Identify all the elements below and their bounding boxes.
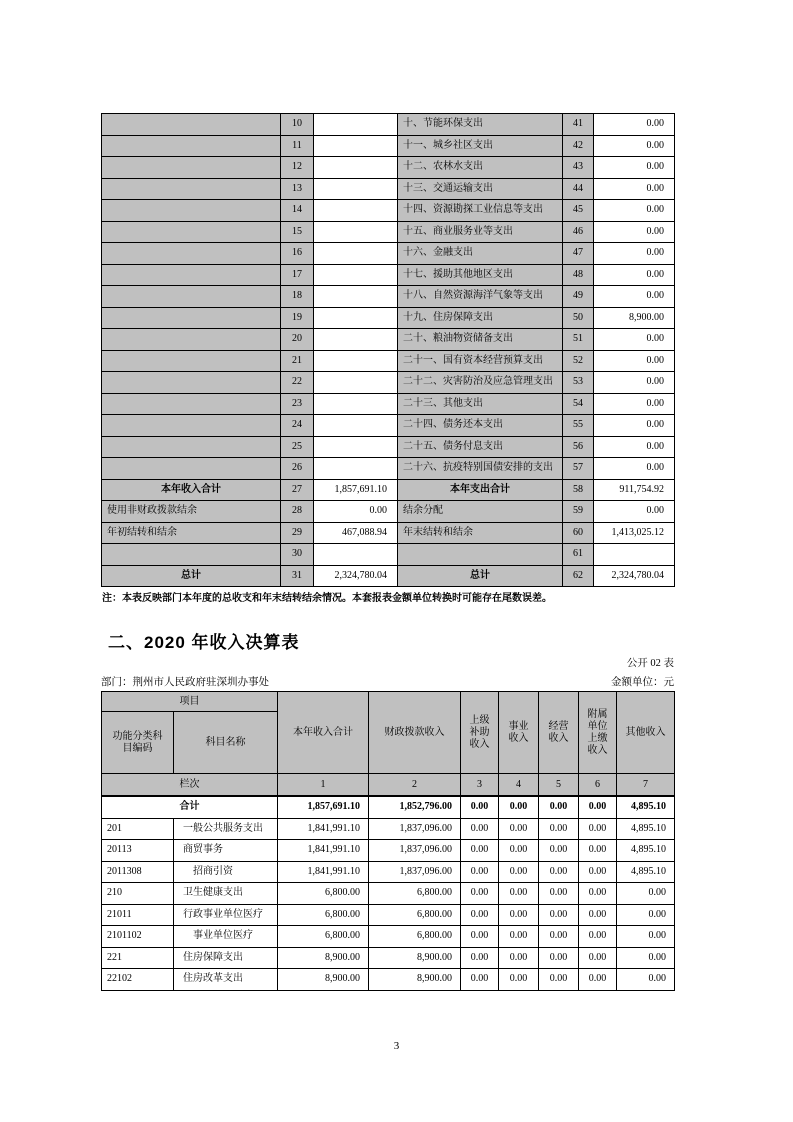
income-amount-cell-col7: 0.00 [617,926,675,948]
subject-name-cell: 卫生健康支出 [174,883,278,905]
right-item-label-cell: 十三、交通运输支出 [398,178,563,200]
income-amount-cell-col1: 1,841,991.10 [278,840,369,862]
right-item-label-cell [398,544,563,566]
income-amount-cell-col3: 0.00 [461,861,499,883]
left-item-label-cell [102,178,281,200]
right-line-no-cell: 62 [563,565,594,587]
right-item-label-cell: 十九、住房保障支出 [398,307,563,329]
left-line-no-cell: 12 [281,157,314,179]
balance-table-row [102,544,675,566]
balance-table-row [102,522,675,544]
left-amount-cell [314,114,398,136]
right-amount-cell: 0.00 [594,436,675,458]
income-amount-cell-col4: 0.00 [499,883,539,905]
income-amount-cell-col7: 0.00 [617,947,675,969]
right-amount-cell: 0.00 [594,350,675,372]
income-amount-cell-col4: 0.00 [499,904,539,926]
income-amount-cell-col5: 0.00 [539,861,579,883]
right-item-label-cell: 十二、农林水支出 [398,157,563,179]
right-item-label-cell: 二十四、债务还本支出 [398,415,563,437]
income-amount-cell-col3: 0.00 [461,926,499,948]
balance-table-body [102,114,675,587]
left-line-no-cell: 28 [281,501,314,523]
right-amount-cell [594,544,675,566]
income-amount-cell-col4: 0.00 [499,861,539,883]
balance-table-row [102,415,675,437]
income-amount-cell-col3: 0.00 [461,818,499,840]
income-amount-cell-col5: 0.00 [539,904,579,926]
right-amount-cell: 2,324,780.04 [594,565,675,587]
balance-table-row [102,264,675,286]
right-amount-cell: 0.00 [594,114,675,136]
col-header-business-income: 事业收入 [499,692,539,774]
left-line-no-cell: 19 [281,307,314,329]
income-amount-cell-col1: 6,800.00 [278,883,369,905]
income-amount-cell-col4: 0.00 [499,840,539,862]
income-amount-cell-col6: 0.00 [579,883,617,905]
income-amount-cell-col5: 0.00 [539,969,579,991]
left-line-no-cell: 30 [281,544,314,566]
income-table-wrap [101,691,675,991]
income-amount-cell-col6: 0.00 [579,796,617,818]
income-table-row [102,904,675,926]
right-amount-cell: 0.00 [594,501,675,523]
right-line-no-cell: 61 [563,544,594,566]
right-line-no-cell: 55 [563,415,594,437]
unit-label: 金额单位：元 [611,677,674,688]
left-amount-cell [314,415,398,437]
left-amount-cell: 2,324,780.04 [314,565,398,587]
table-note: 注：本表反映部门本年度的总收支和年末结转结余情况。本套报表金额单位转换时可能存在尾数误差。 [102,593,552,604]
right-line-no-cell: 44 [563,178,594,200]
income-amount-cell-col6: 0.00 [579,861,617,883]
income-amount-cell-col2: 6,800.00 [369,883,461,905]
income-amount-cell-col6: 0.00 [579,818,617,840]
column-number-cell: 3 [461,774,499,797]
balance-table-row [102,393,675,415]
left-amount-cell [314,286,398,308]
col-header-other-income: 其他收入 [617,692,675,774]
right-item-label-cell: 结余分配 [398,501,563,523]
column-number-cell: 6 [579,774,617,797]
left-amount-cell [314,393,398,415]
left-item-label-cell [102,415,281,437]
left-line-no-cell: 20 [281,329,314,351]
income-table-row [102,947,675,969]
income-amount-cell-col2: 1,852,796.00 [369,796,461,818]
left-amount-cell [314,307,398,329]
left-item-label-cell [102,221,281,243]
income-amount-cell-col1: 1,841,991.10 [278,861,369,883]
right-item-label-cell: 二十六、抗疫特别国债安排的支出 [398,458,563,480]
balance-table-row [102,286,675,308]
right-amount-cell: 8,900.00 [594,307,675,329]
income-amount-cell-col2: 8,900.00 [369,947,461,969]
subject-name-cell: 事业单位医疗 [174,926,278,948]
income-amount-cell-col6: 0.00 [579,840,617,862]
income-amount-cell-col3: 0.00 [461,947,499,969]
right-amount-cell: 0.00 [594,458,675,480]
right-line-no-cell: 58 [563,479,594,501]
income-amount-cell-col3: 0.00 [461,883,499,905]
left-line-no-cell: 22 [281,372,314,394]
income-amount-cell-col2: 1,837,096.00 [369,840,461,862]
left-line-no-cell: 15 [281,221,314,243]
right-line-no-cell: 47 [563,243,594,265]
balance-table [101,113,675,587]
right-amount-cell: 0.00 [594,178,675,200]
left-item-label-cell [102,157,281,179]
left-item-label-cell [102,307,281,329]
right-line-no-cell: 60 [563,522,594,544]
column-number-cell: 1 [278,774,369,797]
income-total-row [102,796,675,818]
department-line [101,674,674,689]
income-table-row [102,861,675,883]
right-amount-cell: 0.00 [594,372,675,394]
left-line-no-cell: 25 [281,436,314,458]
balance-table-row [102,157,675,179]
right-item-label-cell: 十一、城乡社区支出 [398,135,563,157]
balance-table-row [102,458,675,480]
income-amount-cell-col4: 0.00 [499,818,539,840]
income-amount-cell-col5: 0.00 [539,926,579,948]
income-amount-cell-col2: 8,900.00 [369,969,461,991]
income-amount-cell-col2: 6,800.00 [369,904,461,926]
column-number-cell: 5 [539,774,579,797]
balance-table-row [102,243,675,265]
right-line-no-cell: 57 [563,458,594,480]
balance-table-row [102,565,675,587]
left-item-label-cell [102,329,281,351]
left-item-label-cell: 本年收入合计 [102,479,281,501]
left-amount-cell [314,329,398,351]
income-amount-cell-col1: 6,800.00 [278,926,369,948]
section-title: 二、2020 年收入决算表 [108,633,300,652]
function-code-cell: 21011 [102,904,174,926]
column-number-cell: 7 [617,774,675,797]
balance-table-wrap [101,113,675,587]
left-line-no-cell: 24 [281,415,314,437]
income-amount-cell-col7: 4,895.10 [617,796,675,818]
right-item-label-cell: 十六、金融支出 [398,243,563,265]
balance-table-row [102,479,675,501]
left-line-no-cell: 23 [281,393,314,415]
left-item-label-cell [102,286,281,308]
function-code-cell: 2101102 [102,926,174,948]
header-row-item [102,692,675,712]
income-amount-cell-col6: 0.00 [579,947,617,969]
income-amount-cell-col1: 8,900.00 [278,947,369,969]
function-code-cell: 201 [102,818,174,840]
col-header-operating-income: 经营收入 [539,692,579,774]
income-amount-cell-col2: 6,800.00 [369,926,461,948]
left-amount-cell [314,178,398,200]
col-header-total-income: 本年收入合计 [278,692,369,774]
income-amount-cell-col1: 1,857,691.10 [278,796,369,818]
right-line-no-cell: 43 [563,157,594,179]
right-item-label-cell: 总计 [398,565,563,587]
left-item-label-cell [102,264,281,286]
col-header-superior-subsidy: 上级补助收入 [461,692,499,774]
left-line-no-cell: 29 [281,522,314,544]
left-amount-cell: 0.00 [314,501,398,523]
function-code-cell: 20113 [102,840,174,862]
right-amount-cell: 0.00 [594,135,675,157]
lanci-cell: 栏次 [102,774,278,797]
income-amount-cell-col4: 0.00 [499,796,539,818]
balance-table-row [102,372,675,394]
income-table-row [102,883,675,905]
income-table-body [102,796,675,990]
income-amount-cell-col5: 0.00 [539,840,579,862]
subject-name-cell: 行政事业单位医疗 [174,904,278,926]
right-item-label-cell: 十四、资源勘探工业信息等支出 [398,200,563,222]
function-code-cell: 210 [102,883,174,905]
left-item-label-cell: 总计 [102,565,281,587]
right-amount-cell: 0.00 [594,415,675,437]
right-amount-cell: 0.00 [594,221,675,243]
right-line-no-cell: 50 [563,307,594,329]
left-item-label-cell: 使用非财政拨款结余 [102,501,281,523]
balance-table-row [102,307,675,329]
income-amount-cell-col1: 6,800.00 [278,904,369,926]
left-item-label-cell [102,393,281,415]
income-amount-cell-col2: 1,837,096.00 [369,861,461,883]
left-line-no-cell: 16 [281,243,314,265]
left-amount-cell [314,264,398,286]
income-amount-cell-col3: 0.00 [461,840,499,862]
right-line-no-cell: 51 [563,329,594,351]
right-item-label-cell: 二十二、灾害防治及应急管理支出 [398,372,563,394]
right-line-no-cell: 48 [563,264,594,286]
income-amount-cell-col7: 4,895.10 [617,861,675,883]
right-item-label-cell: 十八、自然资源海洋气象等支出 [398,286,563,308]
left-amount-cell: 1,857,691.10 [314,479,398,501]
right-amount-cell: 0.00 [594,286,675,308]
left-amount-cell [314,157,398,179]
balance-table-row [102,436,675,458]
income-amount-cell-col4: 0.00 [499,969,539,991]
function-code-cell: 22102 [102,969,174,991]
left-item-label-cell [102,372,281,394]
right-amount-cell: 1,413,025.12 [594,522,675,544]
left-item-label-cell [102,135,281,157]
left-item-label-cell [102,200,281,222]
right-item-label-cell: 二十五、债务付息支出 [398,436,563,458]
income-amount-cell-col5: 0.00 [539,818,579,840]
balance-table-row [102,135,675,157]
right-amount-cell: 0.00 [594,157,675,179]
income-amount-cell-col3: 0.00 [461,969,499,991]
function-code-header-cell: 功能分类科目编码 [102,712,174,774]
right-line-no-cell: 45 [563,200,594,222]
balance-table-row [102,221,675,243]
balance-table-row [102,501,675,523]
right-item-label-cell: 二十三、其他支出 [398,393,563,415]
balance-table-row [102,329,675,351]
right-amount-cell: 911,754.92 [594,479,675,501]
income-table-header [102,692,675,797]
income-amount-cell-col6: 0.00 [579,926,617,948]
right-amount-cell: 0.00 [594,329,675,351]
balance-table-row [102,114,675,136]
left-amount-cell: 467,088.94 [314,522,398,544]
left-item-label-cell: 年初结转和结余 [102,522,281,544]
income-amount-cell-col5: 0.00 [539,883,579,905]
left-line-no-cell: 31 [281,565,314,587]
left-line-no-cell: 10 [281,114,314,136]
right-line-no-cell: 41 [563,114,594,136]
right-item-label-cell: 年末结转和结余 [398,522,563,544]
page-number: 3 [393,1040,400,1052]
left-amount-cell [314,243,398,265]
right-item-label-cell: 十七、援助其他地区支出 [398,264,563,286]
left-amount-cell [314,436,398,458]
right-line-no-cell: 49 [563,286,594,308]
left-amount-cell [314,135,398,157]
function-code-cell: 2011308 [102,861,174,883]
right-line-no-cell: 59 [563,501,594,523]
subject-name-cell: 住房改革支出 [174,969,278,991]
left-line-no-cell: 27 [281,479,314,501]
income-table-row [102,818,675,840]
right-amount-cell: 0.00 [594,264,675,286]
right-item-label-cell: 二十、粮油物资储备支出 [398,329,563,351]
left-line-no-cell: 14 [281,200,314,222]
balance-table-row [102,200,675,222]
subject-name-cell: 商贸事务 [174,840,278,862]
income-amount-cell-col1: 8,900.00 [278,969,369,991]
right-amount-cell: 0.00 [594,393,675,415]
income-amount-cell-col3: 0.00 [461,796,499,818]
right-item-label-cell: 二十一、国有资本经营预算支出 [398,350,563,372]
left-amount-cell [314,350,398,372]
left-amount-cell [314,544,398,566]
income-table-row [102,840,675,862]
right-item-label-cell: 十、节能环保支出 [398,114,563,136]
income-amount-cell-col2: 1,837,096.00 [369,818,461,840]
left-line-no-cell: 11 [281,135,314,157]
left-item-label-cell [102,436,281,458]
left-amount-cell [314,458,398,480]
right-line-no-cell: 56 [563,436,594,458]
left-item-label-cell [102,243,281,265]
subject-name-header-cell: 科目名称 [174,712,278,774]
income-amount-cell-col7: 0.00 [617,883,675,905]
balance-table-row [102,178,675,200]
table-code-label: 公开 02 表 [626,658,674,669]
left-line-no-cell: 13 [281,178,314,200]
department-label: 部门：荆州市人民政府驻深圳办事处 [101,677,269,688]
item-group-header-cell: 项目 [102,692,278,712]
income-amount-cell-col6: 0.00 [579,904,617,926]
left-item-label-cell [102,350,281,372]
left-line-no-cell: 26 [281,458,314,480]
subject-name-cell: 招商引资 [174,861,278,883]
right-line-no-cell: 46 [563,221,594,243]
subject-name-cell: 一般公共服务支出 [174,818,278,840]
right-line-no-cell: 53 [563,372,594,394]
income-amount-cell-col4: 0.00 [499,926,539,948]
income-amount-cell-col5: 0.00 [539,796,579,818]
left-amount-cell [314,221,398,243]
right-amount-cell: 0.00 [594,243,675,265]
header-row-column-numbers [102,774,675,797]
income-amount-cell-col7: 4,895.10 [617,818,675,840]
income-amount-cell-col6: 0.00 [579,969,617,991]
left-item-label-cell [102,114,281,136]
function-code-cell: 221 [102,947,174,969]
column-number-cell: 4 [499,774,539,797]
right-line-no-cell: 52 [563,350,594,372]
income-total-label-cell: 合计 [102,796,278,818]
col-header-affiliate-remittance: 附属单位上缴收入 [579,692,617,774]
column-number-cell: 2 [369,774,461,797]
balance-table-row [102,350,675,372]
right-amount-cell: 0.00 [594,200,675,222]
subject-name-cell: 住房保障支出 [174,947,278,969]
income-amount-cell-col7: 0.00 [617,904,675,926]
income-amount-cell-col7: 4,895.10 [617,840,675,862]
right-item-label-cell: 本年支出合计 [398,479,563,501]
income-amount-cell-col5: 0.00 [539,947,579,969]
income-amount-cell-col7: 0.00 [617,969,675,991]
income-table-row [102,926,675,948]
income-amount-cell-col1: 1,841,991.10 [278,818,369,840]
income-table [101,691,675,991]
col-header-fiscal-appropriation: 财政拨款收入 [369,692,461,774]
right-line-no-cell: 54 [563,393,594,415]
income-amount-cell-col3: 0.00 [461,904,499,926]
left-item-label-cell [102,544,281,566]
left-amount-cell [314,200,398,222]
left-line-no-cell: 17 [281,264,314,286]
left-line-no-cell: 21 [281,350,314,372]
income-amount-cell-col4: 0.00 [499,947,539,969]
right-line-no-cell: 42 [563,135,594,157]
left-line-no-cell: 18 [281,286,314,308]
right-item-label-cell: 十五、商业服务业等支出 [398,221,563,243]
income-table-row [102,969,675,991]
left-item-label-cell [102,458,281,480]
left-amount-cell [314,372,398,394]
